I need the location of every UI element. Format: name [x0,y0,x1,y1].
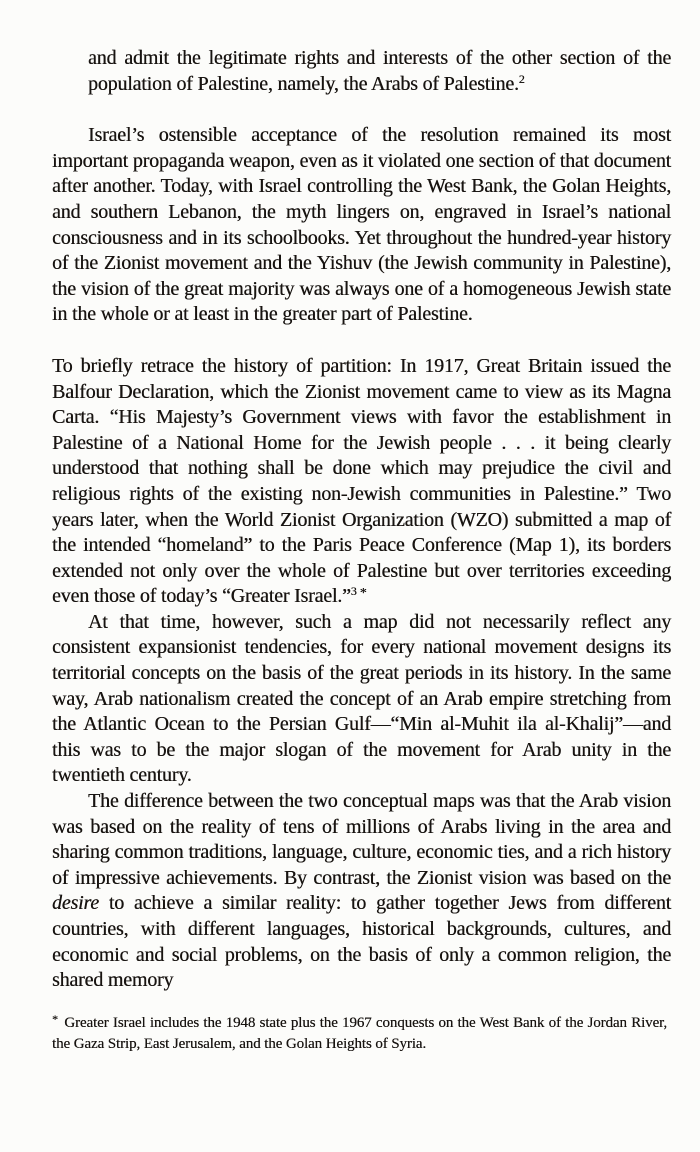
paragraph-two-visions [52,789,671,994]
block-quote [88,46,671,97]
block-quote-text: and admit the legitimate rights and interests of the other section of the population of Palestine, namely, the Arabs of Palestine. [88,47,671,95]
paragraph-partition-history [52,354,671,610]
footnote-reference-2: 2 [518,71,525,86]
paragraph-two-visions-before: The difference between the two conceptual maps was that the Arab vision was based on the reality of tens of millions of Arabs living in the area and sharing common traditions, language, culture, economic ties, and a rich history of impressive achievements. By contrast, the Zionist vision was based on the [52,790,671,889]
paragraph-israel-acceptance: Israel’s ostensible acceptance of the resolution remained its most important propaganda weapon, even as it violated one section of that document after another. Today, with Israel controlling the West Bank, the Golan Heights, and southern Lebanon, the myth lingers on, engraved in Israel’s national consciousness and in its schoolbooks. Yet throughout the hundred-year history of the Zionist movement and the Yishuv (the Jewish community in Palestine), the vision of the great majority was always one of a homogeneous Jewish state in the whole or at least in the greater part of Palestine. [52,124,671,326]
footnote-text: Greater Israel includes the 1948 state plus the 1967 conquests on the West Bank of the Jordan River, the Gaza Strip, East Jerusalem, and the Golan Heights of Syria. [52,1014,668,1053]
paragraph-partition-history-text: To briefly retrace the history of partition: In 1917, Great Britain issued the Balfour Declaration, which the Zionist movement came to view as its Magna Carta. “His Majesty’s Government views with favor the establishment in Palestine of a National Home for the Jewish people . . . it being clearly understood that nothing shall be done which may prejudice the civil and religious rights of the existing non-Jewish communities in Palestine.” Two years later, when the World Zionist Organization (WZO) submitted a map of the intended “homeland” to the Paris Peace Conference (Map 1), its borders extended not only over the whole of Palestine but over territories exceeding even those of today’s “Greater Israel.” [52,354,671,608]
footnote-asterisk-marker: * [52,1011,58,1026]
footnote-reference-3: 3 [350,584,357,599]
footnote [52,1013,667,1056]
paragraph-conceptual-map: At that time, however, such a map did not necessarily reflect any consistent expansionist tendencies, for every national movement designs its territorial concepts on the basis of the great periods in its history. In the same way, Arab nationalism created the concept of an Arab empire stretching from the Atlantic Ocean to the Persian Gulf—“Min al-Muhit ila al-Khalij”—and this was to be the major slogan of the movement for Arab unity in the twentieth century. [52,610,671,787]
italic-word-desire: desire [52,892,99,915]
text-block [52,46,671,994]
paragraph-two-visions-after: to achieve a similar reality: to gather together Jews from different countries, with different languages, historical backgrounds, cultures, and economic and social problems, on the basis of only a common religion, the shared memory [52,892,671,992]
footnote-asterisk-reference: * [359,586,367,602]
